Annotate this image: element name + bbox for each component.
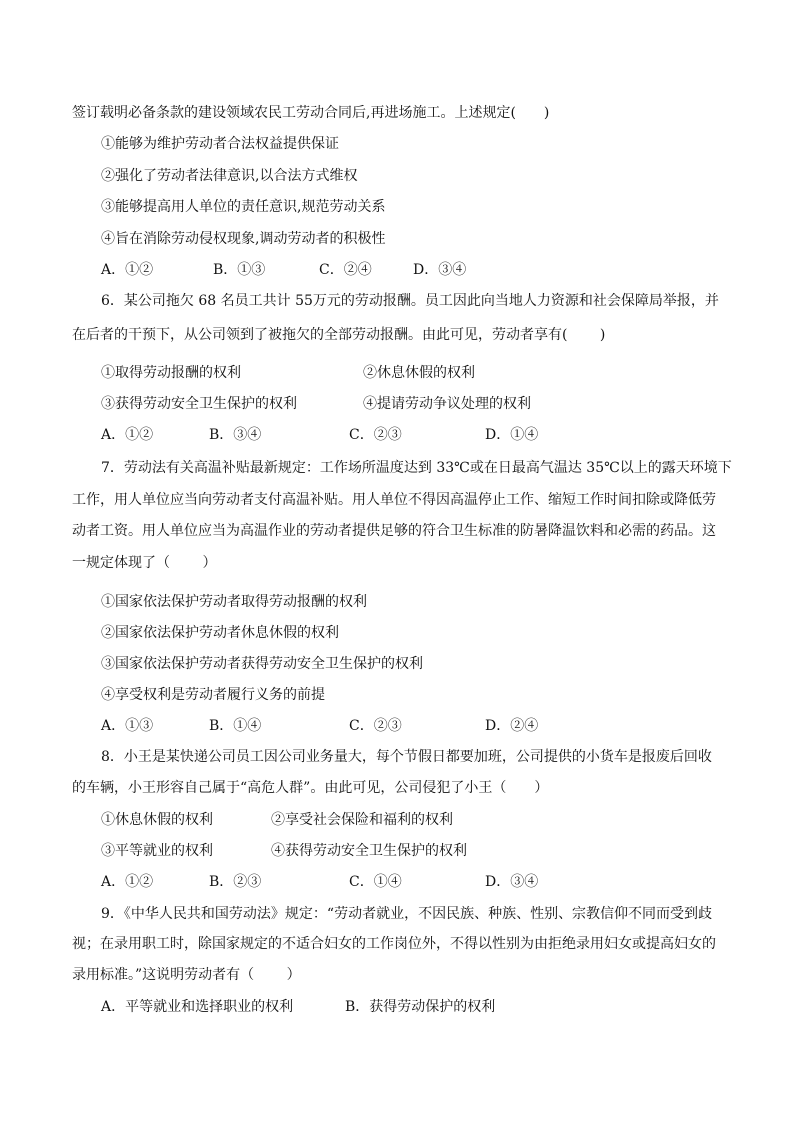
q6-option-c[interactable]: C．②③ xyxy=(349,427,402,443)
q8-item-4: ④获得劳动安全卫生保护的权利 xyxy=(271,843,467,859)
q5-option-d[interactable]: D．③④ xyxy=(413,262,467,278)
q9-stem-line-1: 9．《中华人民共和国劳动法》规定：“劳动者就业，不因民族、种族、性别、宗教信仰不同而受到歧 xyxy=(101,906,713,922)
q7-stem-line-1: 7．劳动法有关高温补贴最新规定：工作场所温度达到 33℃或在日最高气温达 35℃以上的露天环境下 xyxy=(101,460,732,476)
q6-option-b[interactable]: B．③④ xyxy=(209,427,262,443)
q8-option-d[interactable]: D．③④ xyxy=(485,874,539,890)
q7-option-d[interactable]: D．②④ xyxy=(485,718,539,734)
q9-stem-line-3: 录用标准。”这说明劳动者有（ ） xyxy=(72,967,301,983)
q6-item-4: ④提请劳动争议处理的权利 xyxy=(363,396,531,412)
q6-option-d[interactable]: D．①④ xyxy=(485,427,539,443)
q6-item-2: ②休息休假的权利 xyxy=(363,365,475,381)
q8-stem-line-1: 8．小王是某快递公司员工因公司业务量大，每个节假日都要加班，公司提供的小货车是报废后回收 xyxy=(101,749,712,765)
q5-option-b[interactable]: B．①③ xyxy=(213,262,266,278)
q7-stem-line-3: 动者工资。用人单位应当为高温作业的劳动者提供足够的符合卫生标准的防暑降温饮料和必需的药品。这 xyxy=(72,523,716,539)
q6-stem-line-1: 6．某公司拖欠 68 名员工共计 55万元的劳动报酬。员工因此向当地人力资源和社会保障局举报，并 xyxy=(101,293,719,309)
q5-item-4: ④旨在消除劳动侵权现象,调动劳动者的积极性 xyxy=(101,231,386,247)
q7-item-3: ③国家依法保护劳动者获得劳动安全卫生保护的权利 xyxy=(101,656,423,672)
q7-item-4: ④享受权利是劳动者履行义务的前提 xyxy=(101,687,325,703)
q7-option-a[interactable]: A．①③ xyxy=(101,718,154,734)
q5-stem-continuation: 签订载明必备条款的建设领域农民工劳动合同后,再进场施工。上述规定( ) xyxy=(72,105,550,121)
q8-item-1: ①休息休假的权利 xyxy=(101,812,213,828)
q8-option-a[interactable]: A．①② xyxy=(101,874,154,890)
q8-option-b[interactable]: B．②③ xyxy=(209,874,262,890)
q7-stem-line-4: 一规定体现了（ ） xyxy=(72,555,217,571)
q8-item-3: ③平等就业的权利 xyxy=(101,843,213,859)
q9-option-b[interactable]: B．获得劳动保护的权利 xyxy=(345,999,496,1015)
q6-item-3: ③获得劳动安全卫生保护的权利 xyxy=(101,396,297,412)
q7-item-2: ②国家依法保护劳动者休息休假的权利 xyxy=(101,625,339,641)
q9-stem-line-2: 视；在录用职工时，除国家规定的不适合妇女的工作岗位外，不得以性别为由拒绝录用妇女或提高妇女的 xyxy=(72,936,716,952)
q7-item-1: ①国家依法保护劳动者取得劳动报酬的权利 xyxy=(101,594,367,610)
q8-option-c[interactable]: C．①④ xyxy=(349,874,402,890)
q8-stem-line-2: 的车辆，小王形容自己属于“高危人群”。由此可见，公司侵犯了小王（ ） xyxy=(72,780,549,796)
q7-option-c[interactable]: C．②③ xyxy=(349,718,402,734)
q8-item-2: ②享受社会保险和福利的权利 xyxy=(271,812,453,828)
q5-item-2: ②强化了劳动者法律意识,以合法方式维权 xyxy=(101,168,358,184)
q6-option-a[interactable]: A．①② xyxy=(101,427,154,443)
q5-option-a[interactable]: A．①② xyxy=(101,262,154,278)
q5-item-3: ③能够提高用人单位的责任意识,规范劳动关系 xyxy=(101,199,386,215)
q6-stem-line-2: 在后者的干预下，从公司领到了被拖欠的全部劳动报酬。由此可见，劳动者享有( ) xyxy=(72,327,606,343)
q9-option-a[interactable]: A．平等就业和选择职业的权利 xyxy=(101,999,294,1015)
q7-option-b[interactable]: B．①④ xyxy=(209,718,262,734)
q5-option-c[interactable]: C．②④ xyxy=(319,262,372,278)
q5-item-1: ①能够为维护劳动者合法权益提供保证 xyxy=(101,136,339,152)
q7-stem-line-2: 工作，用人单位应当向劳动者支付高温补贴。用人单位不得因高温停止工作、缩短工作时间扣除或降低劳 xyxy=(72,492,716,508)
q6-item-1: ①取得劳动报酬的权利 xyxy=(101,365,241,381)
